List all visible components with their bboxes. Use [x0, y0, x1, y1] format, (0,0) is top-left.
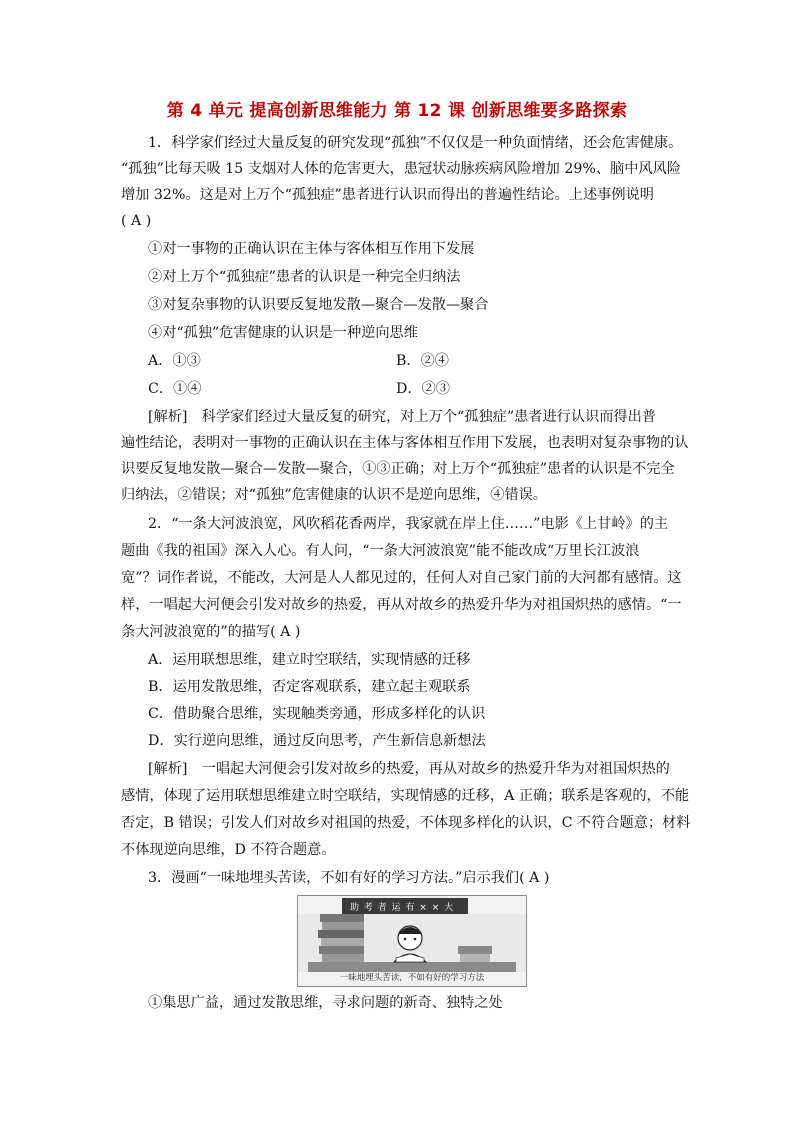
q2-analysis-line: 否定，B 错误；引发人们对故乡对祖国的热爱，不体现多样化的认识，C 不符合题意；材料 [121, 815, 691, 831]
q1-option-c: C．①④ [148, 381, 202, 397]
q2-analysis-line: 不体现逆向思维，D 不符合题意。 [121, 842, 336, 858]
q1-stem-line: 增加 32%。这是对上万个“孤独症”患者进行认识而得出的普遍性结论。上述事例说明 [121, 187, 654, 203]
q2-stem-line: 宽”？词作者说，不能改，大河是人人都见过的，任何人对自己家门前的大河都有感情。这 [121, 570, 682, 586]
q2-analysis-line: [解析] 一唱起大河便会引发对故乡的热爱，再从对故乡的热爱升华为对祖国炽热的 [148, 761, 670, 777]
q1-analysis-line: 遍性结论，表明对一事物的正确认识在主体与客体相互作用下发展，也表明对复杂事物的认 [121, 435, 689, 451]
q1-item: ①对一事物的正确认识在主体与客体相互作用下发展 [148, 241, 475, 257]
q2-stem-line: 2．“一条大河波浪宽，风吹稻花香两岸，我家就在岸上住……”电影《上甘岭》的主 [148, 516, 669, 532]
q1-analysis-line: 归纳法，②错误；对“孤独”危害健康的认识不是逆向思维，④错误。 [121, 487, 547, 503]
q2-option-d: D．实行逆向思维，通过反向思考，产生新信息新想法 [148, 733, 486, 749]
q3-item: ①集思广益，通过发散思维，寻求问题的新奇、独特之处 [148, 995, 503, 1011]
q1-item: ③对复杂事物的认识要反复地发散—聚合—发散—聚合 [148, 297, 489, 313]
q1-analysis-line: 识要反复地发散—聚合—发散—聚合，①③正确；对上万个“孤独症”患者的认识是不完全 [121, 461, 675, 477]
q2-option-c: C．借助聚合思维，实现触类旁通，形成多样化的认识 [148, 706, 486, 722]
q1-stem-line: “孤独”比每天吸 15 支烟对人体的危害更大，患冠状动脉疾病风险增加 29%、脑中风风险 [121, 161, 682, 177]
study-cartoon-image [297, 895, 527, 987]
q3-stem: 3．漫画“一味地埋头苦读，不如有好的学习方法。”启示我们( A ) [148, 870, 550, 886]
q2-stem-line: 样，一唱起大河便会引发对故乡的热爱，再从对故乡的热爱升华为对祖国炽热的感情。“一 [121, 597, 682, 613]
q1-option-b: B．②④ [396, 353, 449, 369]
q1-item: ②对上万个“孤独症”患者的认识是一种完全归纳法 [148, 269, 461, 285]
q2-analysis-line: 感情，体现了运用联想思维建立时空联结，实现情感的迁移，A 正确；联系是客观的，不能 [121, 788, 690, 804]
cartoon-banner-text: 助 考 者 运 有 × × 大 [350, 903, 455, 913]
q1-stem-line: 1．科学家们经过大量反复的研究发现“孤独”不仅仅是一种负面情绪，还会危害健康。 [148, 135, 683, 151]
cartoon-caption: 一味地埋头苦读，不如有好的学习方法 [339, 973, 485, 983]
q1-analysis-line: [解析] 科学家们经过大量反复的研究，对上万个“孤独症”患者进行认识而得出普 [148, 409, 656, 425]
q1-option-d: D．②③ [396, 381, 450, 397]
q2-option-b: B．运用发散思维，否定客观联系，建立起主观联系 [148, 679, 471, 695]
q2-option-a: A．运用联想思维，建立时空联结，实现情感的迁移 [148, 652, 471, 668]
q1-option-a: A．①③ [148, 353, 201, 369]
q2-stem-line: 题曲《我的祖国》深入人心。有人问，“一条大河波浪宽”能不能改成“万里长江波浪 [121, 543, 640, 559]
q1-answer: ( A ) [121, 213, 152, 229]
q1-item: ④对“孤独”危害健康的认识是一种逆向思维 [148, 325, 418, 341]
page-title: 第 4 单元 提高创新思维能力 第 12 课 创新思维要多路探索 [166, 101, 628, 121]
q2-stem-line: 条大河波浪宽的”的描写( A ) [121, 624, 301, 640]
